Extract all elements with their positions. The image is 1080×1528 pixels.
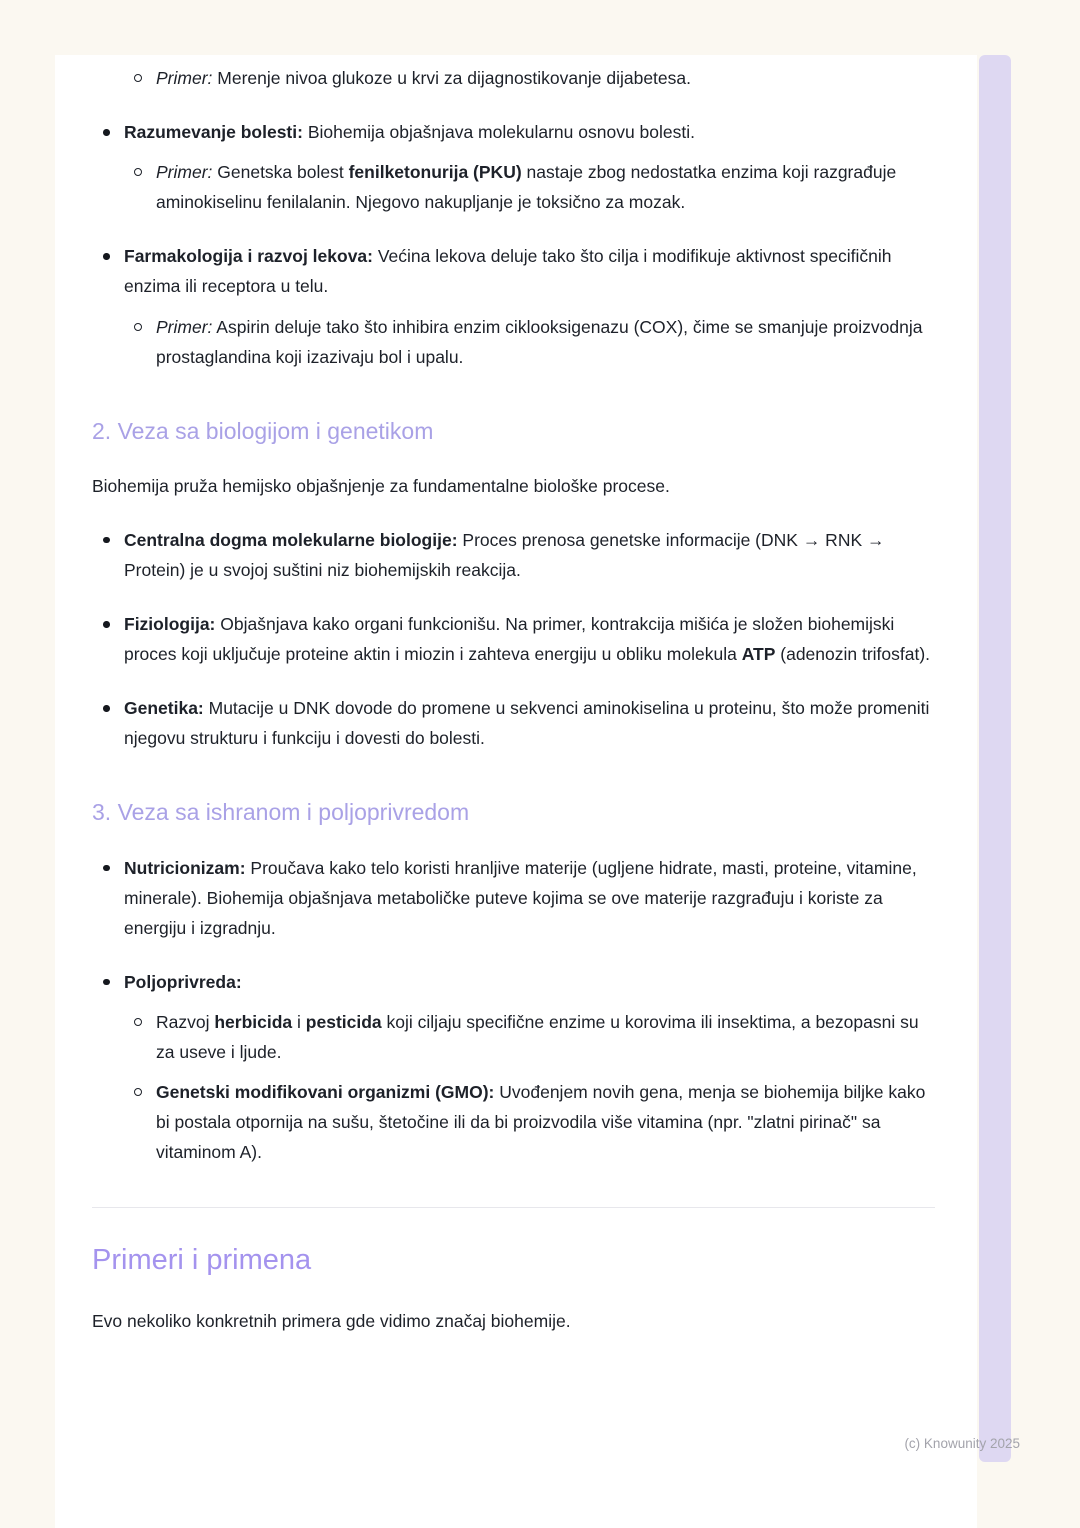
- document-content: [55, 55, 977, 1366]
- divider: [92, 1207, 935, 1208]
- bullet-circle-icon: [134, 1018, 142, 1026]
- text-segment: Objašnjava kako organi funkcionišu. Na primer, kontrakcija mišića je složen biohemijski proces koji uključuje proteine aktin i miozin i zahteva energiju u obliku molekula: [124, 614, 895, 665]
- text-segment: nastaje zbog nedostatka enzima koji razgrađuje aminokiselinu fenilalanin. Njegovo nakupljanje je toksično za mozak.: [156, 162, 897, 213]
- text-segment: Fiziologija:: [124, 614, 216, 635]
- text-segment: Evo nekoliko konkretnih primera gde vidimo značaj biohemije.: [92, 1311, 571, 1332]
- text-segment: Primer:: [156, 316, 213, 337]
- text-segment: Genetska bolest: [212, 162, 349, 183]
- list-item-level1: [92, 241, 935, 301]
- paragraph: [92, 1306, 935, 1336]
- text-segment: Biohemija objašnjava molekularnu osnovu bolesti.: [302, 122, 695, 143]
- text-segment: Proučava kako telo koristi hranljive materije (ugljene hidrate, masti, proteine, vitamine, minerale). Biohemija objašnjava metaboličke puteve kojima se ove materije razgrađuju i koriste za energiju i izgradnju.: [124, 857, 917, 938]
- text-segment: Biohemija pruža hemijsko objašnjenje za fundamentalne biološke procese.: [92, 475, 670, 496]
- list-item-level2: [92, 63, 935, 93]
- paragraph: [92, 471, 935, 501]
- bullet-circle-icon: [134, 323, 142, 331]
- text-segment: Farmakologija i razvoj lekova:: [124, 246, 373, 267]
- text-segment: Poljoprivreda:: [124, 971, 242, 992]
- bullet-disc-icon: [103, 979, 110, 986]
- list-item-level1: [92, 693, 935, 753]
- list-item-level2: [92, 157, 935, 217]
- text-segment: ATP: [741, 644, 776, 665]
- list-item-level1: [92, 853, 935, 943]
- bullet-disc-icon: [103, 705, 110, 712]
- text-segment: Većina lekova deluje tako što cilja i modifikuje aktivnost specifičnih enzima ili receptora u telu.: [124, 246, 892, 297]
- section-heading: [92, 797, 935, 828]
- text-segment: Genetski modifikovani organizmi (GMO):: [156, 1082, 495, 1103]
- scrollbar[interactable]: [979, 55, 1011, 1462]
- text-segment: Primer:: [156, 68, 213, 88]
- text-segment: Razumevanje bolesti:: [124, 122, 303, 143]
- text-segment: Mutacije u DNK dovode do promene u sekvenci aminokiselina u proteinu, što može promeniti njegovu strukturu i funkciju i dovesti do bolesti.: [124, 698, 930, 749]
- list-item-level1: [92, 117, 935, 147]
- list-item-level2: [92, 1007, 935, 1067]
- bullet-circle-icon: [134, 168, 142, 176]
- bullet-circle-icon: [134, 74, 142, 82]
- text-segment: pesticida: [305, 1011, 382, 1032]
- list-item-level1: [92, 967, 935, 997]
- page-heading: [92, 1242, 935, 1280]
- text-segment: Primeri i primena: [92, 1244, 312, 1277]
- copyright-watermark: (c) Knowunity 2025: [904, 1436, 1020, 1451]
- bullet-circle-icon: [134, 1088, 142, 1096]
- text-segment: i: [292, 1011, 306, 1032]
- text-segment: 2. Veza sa biologijom i genetikom: [92, 417, 434, 444]
- text-segment: Genetika:: [124, 698, 204, 719]
- text-segment: Proces prenosa genetske informacije (DNK → RNK → Protein) je u svojoj suštini niz biohemijskih reakcija.: [124, 529, 885, 580]
- bullet-disc-icon: [103, 253, 110, 260]
- text-segment: 3. Veza sa ishranom i poljoprivredom: [92, 799, 470, 826]
- text-segment: (adenozin trifosfat).: [775, 644, 931, 665]
- text-segment: Razvoj: [156, 1011, 215, 1032]
- section-heading: [92, 416, 935, 447]
- list-item-level2: [92, 1077, 935, 1167]
- text-segment: Uvođenjem novih gena, menja se biohemija biljke kako bi postala otpornija na sušu, štetočine ili da bi proizvodila više vitamina (npr. "zlatni pirinač" sa vitaminom A).: [156, 1082, 926, 1163]
- list-item-level1: [92, 525, 935, 585]
- text-segment: Aspirin deluje tako što inhibira enzim ciklooksigenazu (COX), čime se smanjuje proizvodnja prostaglandina koji izazivaju bol i upalu.: [156, 316, 923, 367]
- text-segment: Nutricionizam:: [124, 857, 246, 878]
- list-item-level1: [92, 609, 935, 669]
- document-page: [55, 55, 977, 1528]
- text-segment: fenilketonurija (PKU): [348, 162, 522, 183]
- list-item-level2: [92, 312, 935, 372]
- bullet-disc-icon: [103, 621, 110, 628]
- bullet-disc-icon: [103, 537, 110, 544]
- bullet-disc-icon: [103, 865, 110, 872]
- text-segment: Centralna dogma molekularne biologije:: [124, 529, 458, 550]
- bullet-disc-icon: [103, 129, 110, 136]
- text-segment: Merenje nivoa glukoze u krvi za dijagnostikovanje dijabetesa.: [212, 68, 692, 88]
- text-segment: koji ciljaju specifične enzime u korovima ili insektima, a bezopasni su za useve i ljude.: [156, 1011, 919, 1062]
- text-segment: herbicida: [214, 1011, 293, 1032]
- text-segment: Primer:: [156, 162, 213, 183]
